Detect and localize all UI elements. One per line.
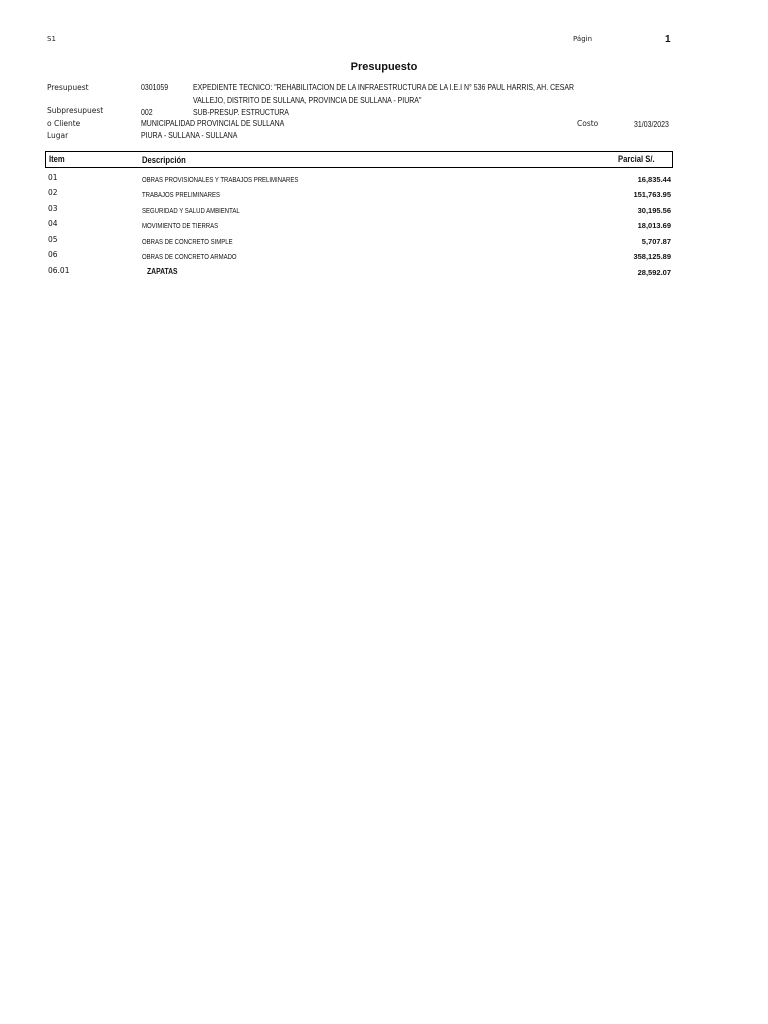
costo-label: Costo xyxy=(577,119,599,128)
row-parcial: 28,592.07 xyxy=(637,268,671,277)
presupuesto-description-line2: VALLEJO, DISTRITO DE SULLANA, PROVINCIA DE SULLANA - PIURA" xyxy=(193,95,422,105)
row-description: ZAPATAS xyxy=(147,267,178,276)
subpresupuesto-label: Subpresupuest xyxy=(47,106,104,115)
row-item: 06 xyxy=(48,250,58,259)
row-description: OBRAS DE CONCRETO SIMPLE xyxy=(142,237,233,246)
row-parcial: 151,763.95 xyxy=(633,190,671,199)
presupuesto-code: 0301059 xyxy=(141,82,169,92)
presupuesto-description-line1: EXPEDIENTE TECNICO: "REHABILITACION DE LA INFRAESTRUCTURA DE LA I.E.I N° 536 PAUL HARRIS, AH. CESAR xyxy=(193,82,575,92)
row-description: OBRAS PROVISIONALES Y TRABAJOS PRELIMINARES xyxy=(142,175,299,184)
costo-date: 31/03/2023 xyxy=(634,119,669,129)
column-header-parcial: Parcial S/. xyxy=(618,154,655,164)
page-title: Presupuesto xyxy=(350,61,418,73)
page-number: 1 xyxy=(665,34,671,45)
row-item: 01 xyxy=(48,173,58,182)
row-parcial: 16,835.44 xyxy=(637,175,671,184)
row-description: MOVIMIENTO DE TIERRAS xyxy=(142,221,219,230)
row-parcial: 30,195.56 xyxy=(637,206,671,215)
column-header-item: Item xyxy=(49,154,65,164)
row-item: 06.01 xyxy=(48,266,70,275)
row-description: TRABAJOS PRELIMINARES xyxy=(142,190,221,199)
subpresupuesto-description: SUB-PRESUP. ESTRUCTURA xyxy=(193,107,289,117)
page-label: Págin xyxy=(573,35,593,43)
row-parcial: 5,707.87 xyxy=(641,237,671,246)
row-item: 02 xyxy=(48,188,58,197)
lugar-label: Lugar xyxy=(47,131,69,140)
table-header xyxy=(45,151,673,168)
cliente-label: o Cliente xyxy=(47,119,81,128)
corner-code: S1 xyxy=(47,35,56,43)
row-item: 04 xyxy=(48,219,58,228)
row-item: 03 xyxy=(48,204,58,213)
subpresupuesto-code: 002 xyxy=(141,107,153,117)
row-parcial: 18,013.69 xyxy=(637,221,671,230)
row-description: OBRAS DE CONCRETO ARMADO xyxy=(142,252,237,261)
column-header-descripcion: Descripción xyxy=(142,155,186,165)
cliente-value: MUNICIPALIDAD PROVINCIAL DE SULLANA xyxy=(141,118,285,128)
presupuesto-label: Presupuest xyxy=(47,83,89,92)
row-parcial: 358,125.89 xyxy=(633,252,671,261)
lugar-value: PIURA - SULLANA - SULLANA xyxy=(141,130,238,140)
row-item: 05 xyxy=(48,235,58,244)
row-description: SEGURIDAD Y SALUD AMBIENTAL xyxy=(142,206,240,215)
